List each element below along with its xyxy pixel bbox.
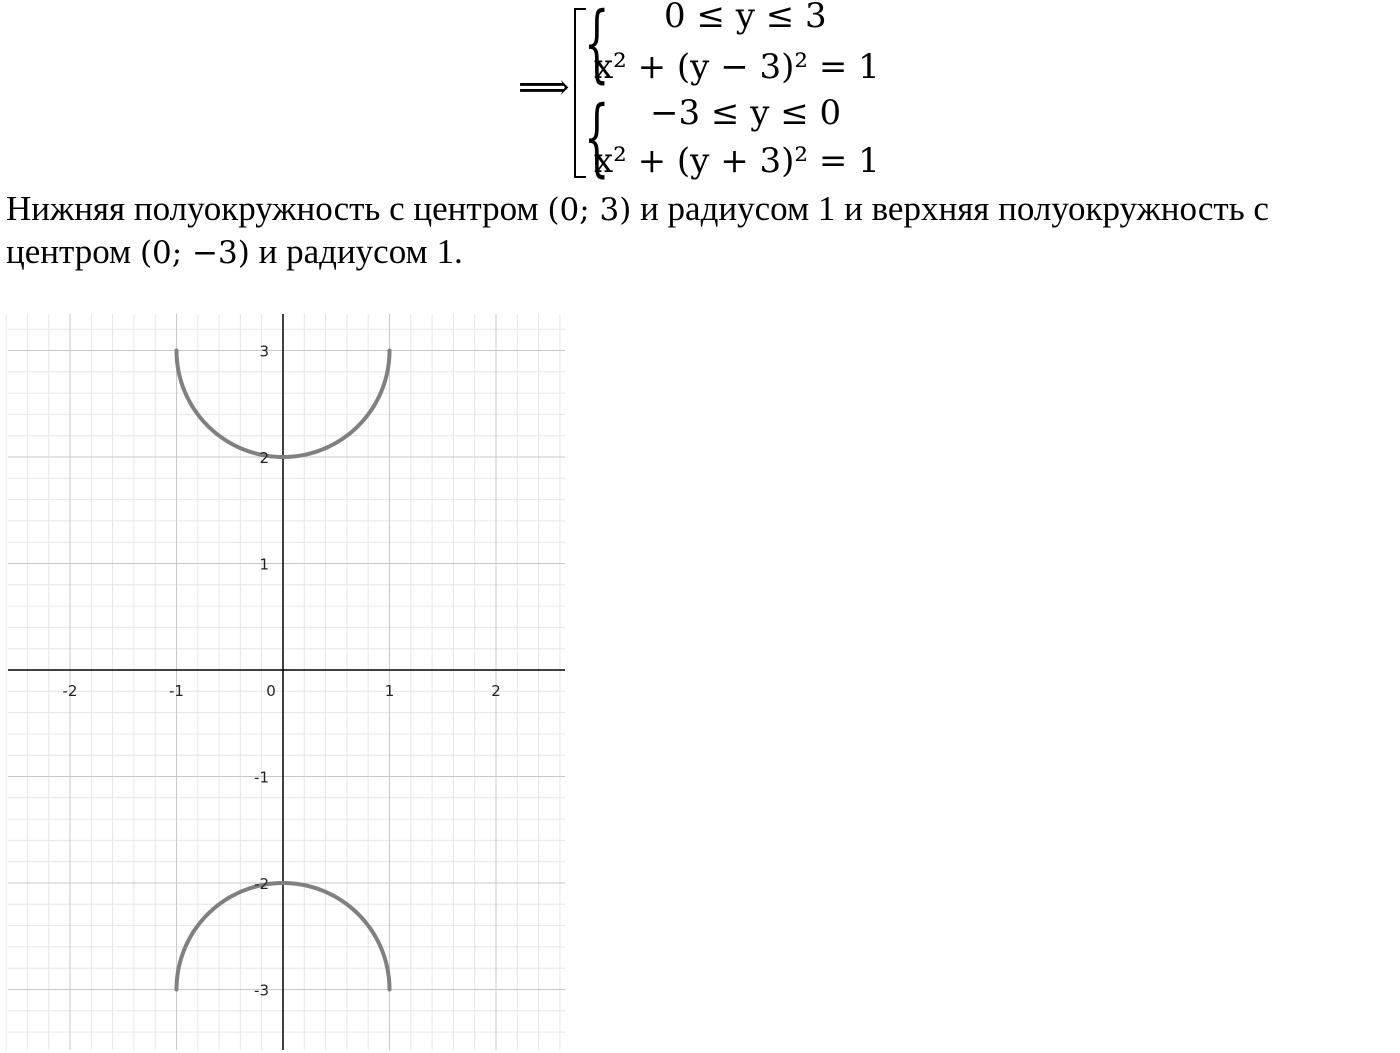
system-brace-1: { <box>584 0 610 93</box>
minor-grid <box>6 314 565 1050</box>
y-tick-label: 3 <box>259 342 269 361</box>
y-tick-label: -3 <box>254 981 269 1000</box>
system2-condition: −3 ≤ y ≤ 0 <box>650 93 842 133</box>
x-tick-label: 0 <box>266 682 276 700</box>
x-tick-label: -2 <box>62 682 78 700</box>
system-brace-2: { <box>584 89 610 187</box>
y-tick-label: -2 <box>254 875 269 893</box>
x-tick-label: 2 <box>491 682 501 700</box>
system1-equation: x² + (y − 3)² = 1 <box>594 47 880 87</box>
function-graph <box>0 300 575 1053</box>
tick-labels <box>63 343 501 1000</box>
paragraph-text-1: Нижняя полуокружность с центром <box>6 189 548 228</box>
implies-symbol: ⟹ <box>518 67 570 108</box>
paragraph-text-2: и радиусом 1 и верхняя полуокружность с центром <box>6 189 1269 271</box>
center-1: (0; 3) <box>547 192 632 228</box>
center-2: (0; −3) <box>139 235 250 271</box>
y-tick-label: 2 <box>259 449 269 467</box>
system2-equation: x² + (y + 3)² = 1 <box>594 141 880 181</box>
formula-block <box>518 0 898 187</box>
explanation-paragraph <box>6 188 1386 274</box>
paragraph-text-3: и радиусом 1. <box>249 232 463 271</box>
x-tick-label: -1 <box>169 682 184 700</box>
x-tick-label: 1 <box>384 682 395 700</box>
system1-condition: 0 ≤ y ≤ 3 <box>664 0 827 36</box>
y-tick-label: 1 <box>259 555 269 574</box>
y-tick-label: -1 <box>254 768 269 787</box>
